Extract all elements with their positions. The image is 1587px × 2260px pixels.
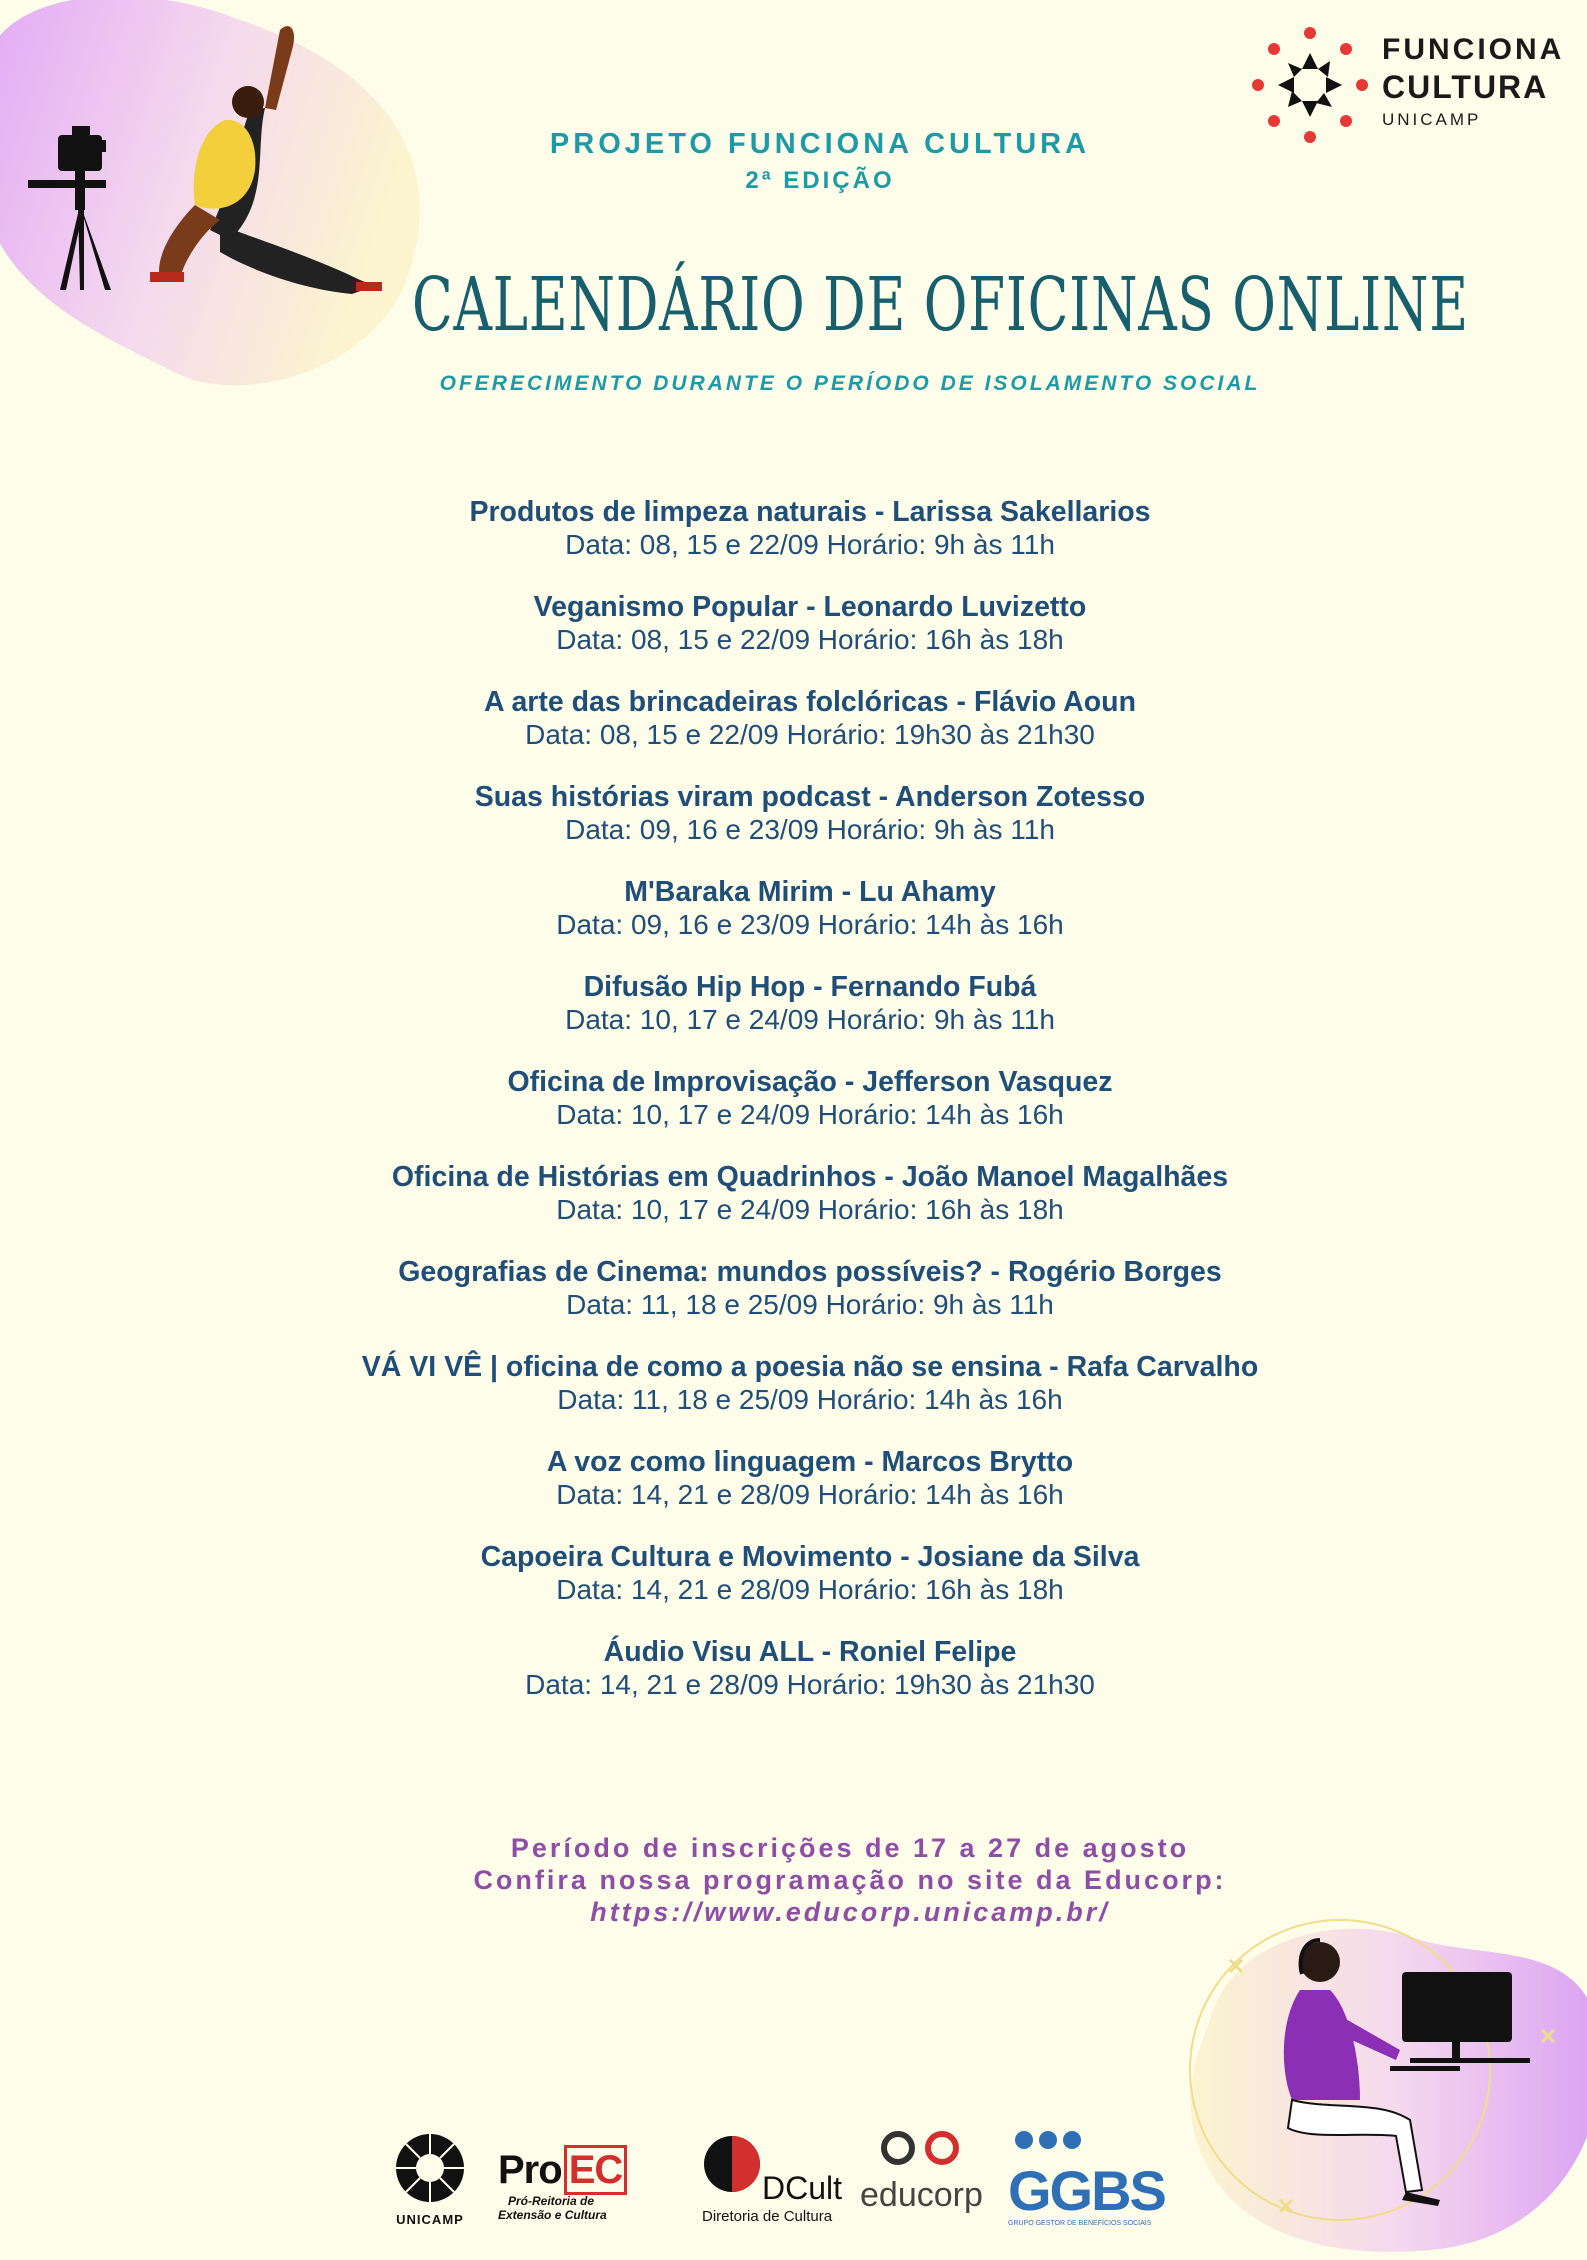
unicamp-label: UNICAMP [396, 2212, 464, 2227]
yoga-camera-illustration [0, 0, 440, 410]
workshop-list [250, 495, 1370, 1730]
dcult-logo [702, 2128, 842, 2228]
workshop-item [250, 590, 1370, 685]
workshop-item [250, 780, 1370, 875]
workshop-title: Veganismo Popular - Leonardo Luvizetto [533, 591, 1087, 623]
proec-ec: EC [564, 2145, 628, 2195]
workshop-item [250, 1160, 1370, 1255]
workshop-title: A arte das brincadeiras folclóricas - Flávio Aoun [484, 686, 1136, 718]
workshop-item [250, 1445, 1370, 1540]
workshop-title: A voz como linguagem - Marcos Brytto [546, 1446, 1074, 1478]
workshop-title: M'Baraka Mirim - Lu Ahamy [624, 876, 996, 908]
dcult-sub: Diretoria de Cultura [702, 2208, 833, 2225]
workshop-schedule: Data: 10, 17 e 24/09 Horário: 16h às 18h [556, 1194, 1064, 1225]
proec-logo [498, 2128, 658, 2228]
educorp-link[interactable]: https://www.educorp.unicamp.br/ [590, 1897, 1110, 1927]
person-at-computer-illustration [1170, 1900, 1587, 2260]
proec-sub1: Pró-Reitoria de [508, 2194, 595, 2208]
workshop-item [250, 1255, 1370, 1350]
workshop-title: Oficina de Improvisação - Jefferson Vasquez [507, 1066, 1113, 1098]
proec-pro: Pro [498, 2148, 562, 2192]
workshop-item [250, 495, 1370, 590]
workshop-title: Difusão Hip Hop - Fernando Fubá [583, 971, 1037, 1003]
workshop-item [250, 970, 1370, 1065]
ggbs-logo [1008, 2128, 1168, 2228]
workshop-schedule: Data: 14, 21 e 28/09 Horário: 14h às 16h [556, 1479, 1064, 1510]
workshop-schedule: Data: 08, 15 e 22/09 Horário: 9h às 11h [565, 529, 1055, 560]
ggbs-sub: GRUPO GESTOR DE BENEFÍCIOS SOCIAIS [1008, 2220, 1152, 2227]
unicamp-emblem-icon [390, 2128, 470, 2208]
project-name: PROJETO FUNCIONA CULTURA [549, 128, 1091, 160]
workshop-item [250, 1065, 1370, 1160]
workshop-schedule: Data: 11, 18 e 25/09 Horário: 9h às 11h [566, 1289, 1054, 1320]
workshop-schedule: Data: 10, 17 e 24/09 Horário: 14h às 16h [556, 1099, 1064, 1130]
ggbs-dots-icon [1012, 2128, 1092, 2152]
workshop-title: Áudio Visu ALL - Roniel Felipe [603, 1636, 1017, 1668]
workshop-schedule: Data: 08, 15 e 22/09 Horário: 16h às 18h [556, 624, 1064, 655]
workshop-schedule: Data: 09, 16 e 23/09 Horário: 9h às 11h [565, 814, 1055, 845]
logo-line2: CULTURA [1382, 69, 1549, 105]
workshop-title: Geografias de Cinema: mundos possíveis? - Rogério Borges [398, 1256, 1222, 1288]
workshop-item [250, 685, 1370, 780]
project-header [500, 128, 1140, 195]
educorp-name: educorp [860, 2176, 983, 2214]
workshop-title: Oficina de Histórias em Quadrinhos - João Manoel Magalhães [391, 1161, 1229, 1193]
workshop-title: VÁ VI VÊ | oficina de como a poesia não se ensina - Rafa Carvalho [361, 1351, 1259, 1383]
educorp-logo [860, 2128, 990, 2228]
workshop-schedule: Data: 08, 15 e 22/09 Horário: 19h30 às 21h30 [525, 719, 1095, 750]
registration-period: Período de inscrições de 17 a 27 de agosto [510, 1833, 1190, 1863]
proec-sub2: Extensão e Cultura [498, 2208, 607, 2222]
logo-line3: UNICAMP [1382, 110, 1482, 129]
funciona-cultura-logo-mark [1250, 25, 1370, 145]
sponsor-logos [380, 2128, 1180, 2228]
workshop-schedule: Data: 10, 17 e 24/09 Horário: 9h às 11h [565, 1004, 1055, 1035]
unicamp-logo [380, 2128, 480, 2228]
workshop-title: Suas histórias viram podcast - Anderson Zotesso [474, 781, 1146, 813]
workshop-title: Produtos de limpeza naturais - Larissa Sakellarios [469, 496, 1151, 528]
funciona-cultura-logo [1250, 25, 1570, 145]
edition: 2ª EDIÇÃO [745, 167, 895, 194]
ggbs-name: GGBS [1008, 2159, 1165, 2222]
workshop-schedule: Data: 09, 16 e 23/09 Horário: 14h às 16h [556, 909, 1064, 940]
workshop-schedule: Data: 14, 21 e 28/09 Horário: 19h30 às 21h30 [525, 1669, 1095, 1700]
programme-note: Confira nossa programação no site da Educorp: [473, 1865, 1227, 1895]
dcult-emblem-icon [702, 2128, 762, 2200]
registration-info [400, 1832, 1300, 1928]
page-title: CALENDÁRIO DE OFICINAS ONLINE [412, 262, 1469, 348]
educorp-emblem-icon [870, 2128, 970, 2168]
workshop-item [250, 875, 1370, 970]
dcult-name: DCult [762, 2170, 843, 2206]
workshop-schedule: Data: 14, 21 e 28/09 Horário: 16h às 18h [556, 1574, 1064, 1605]
workshop-item [250, 1635, 1370, 1730]
workshop-item [250, 1350, 1370, 1445]
workshop-title: Capoeira Cultura e Movimento - Josiane da Silva [480, 1541, 1140, 1573]
page-subtitle: OFERECIMENTO DURANTE O PERÍODO DE ISOLAMENTO SOCIAL [439, 372, 1261, 395]
workshop-schedule: Data: 11, 18 e 25/09 Horário: 14h às 16h [557, 1384, 1063, 1415]
logo-line1: FUNCIONA [1382, 33, 1565, 66]
workshop-item [250, 1540, 1370, 1635]
